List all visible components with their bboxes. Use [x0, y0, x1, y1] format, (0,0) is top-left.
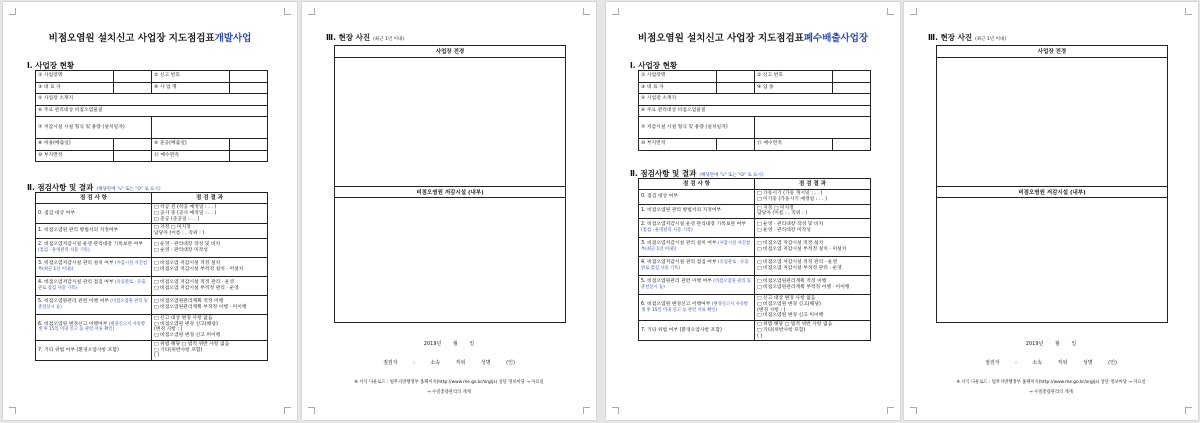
table-row	[36, 314, 268, 340]
check-item-note: (유입관로 · 유출관로 점검 사용 기록)	[641, 260, 749, 271]
table-row	[36, 340, 268, 360]
check-option: □ 지정 □ 미지정	[154, 225, 191, 231]
crop-mark	[887, 407, 894, 414]
date-line: 2019년 월 일	[1025, 341, 1077, 347]
footer-note: ※ 서식 다운로드 : 법무지방행정부 홈페이지(http://www.me.go.kr/org/js) 상단 정보마당 → 자료실	[956, 380, 1146, 385]
check-option: □ 비점오염원관리계획 적정 이행	[757, 279, 827, 285]
check-option: □ 비점오염 저감시설 부적정 관리 · 운영	[757, 266, 842, 271]
check-result-cell	[755, 190, 871, 205]
table-row	[36, 257, 268, 276]
table-row	[639, 204, 871, 219]
crop-mark	[1185, 407, 1192, 414]
check-option: 담당자 (이름 : , 직위 : )	[757, 211, 808, 217]
crop-mark	[284, 8, 291, 15]
form-title: 비점오염원 설치신고 사업장 지도점검표폐수배출사업장	[637, 33, 869, 44]
photo-caption: 비점오염원 저감시설 (내부)	[937, 186, 1167, 198]
footer-note: ※ 서식 다운로드 : 법무지방행정부 홈페이지(http://www.me.go.kr/org/js) 상단 정보마당 → 자료실	[354, 380, 544, 385]
form-title: 비점오염원 설치신고 사업장 지도점검표개발사업	[48, 33, 252, 44]
table-row	[36, 276, 268, 295]
check-item-label: 0. 점검 대상 여부	[641, 193, 678, 199]
check-item-cell	[639, 276, 755, 295]
check-item-cell	[639, 219, 755, 238]
check-result-cell	[755, 204, 871, 219]
check-item-cell	[36, 314, 152, 340]
check-option: □ 비점오염원관리계획 부적정 이행 · 미이행	[757, 285, 850, 290]
check-result-cell	[755, 219, 871, 238]
check-option: □ 비점오염원관리계획 적정 이행	[154, 299, 224, 304]
check-option: □ 기타(위반사항 포함)	[154, 347, 203, 353]
check-item-label: 0. 점검 대상 여부	[38, 210, 75, 216]
table-row	[639, 321, 871, 341]
form-page-1	[3, 2, 297, 420]
check-item-cell	[639, 190, 755, 205]
check-item-label: 6. 비점오염원 변경신고 이행여부	[38, 321, 108, 327]
section-heading: Ⅱ. 점검사항 및 결과 (해당란에 "v" 또는 "O" 로 표시)	[27, 183, 161, 192]
crop-mark	[284, 407, 291, 414]
inspection-table: 점 검 사 항 점 검 결 과 0. 점검 대상 여부 □ 가동시기 (가동 개시일 : . . ) □ 미가동 (가동시기 예정일 : . . ) 1. 비점오염원 관리 방법서의 지정여부 □ 지정 □ 미지정 담당자 (이름 : , 직위 : ) 2. 비점오염저감시설 운영 관리대장 기록보관 여부 (점검 · 운영관리 사용 기록) □ 운영 · 관리대장 작성 및 비치 □ 운영 · 관리대장 미작성 3. 비점오염저감시설 관리 설치 여부 (저감시설 사진첨부(최근 1년 이내)) □ 비점오염 저감시설 적정 설치 □ 비점오염 저감시설 부적정 설치 · 미설치 4. 비점오염저감시설 관리 점검 여부 (유입관로 · 유출관로 점검 사용 기록) □ 비점오염 저감시설 적정 관리 · 운영 □ 비점오염 저감시설 부적정 관리 · 운영 5. 비점오염원관리 관련 이행 여부 (비점오염원 관리 및 준설실시 등) □ 비점오염원관리계획 적정 이행 □ 비점오염원관리계획 부적정 이행 · 미이행 6. 비점오염원 변경신고 이행여부 (변경신고서 사유발생 후 15일 이내 신고 등 관련 서류 확인) □ 신고 대상 변경 사항 없음 □ 비점오염원 변경 신고(해당) (변경 사항 : ) □ 비점오염원 변경 신고 미이행 7. 기타 위법 여부 (환경오염사항 포함) □ 위법 해당 □ 법적 위반 사항 없음 □ 기타(위반사항 포함) ( )	[638, 178, 871, 341]
check-option: □ 비점오염 저감시설 부적정 설치 · 미설치	[757, 247, 847, 252]
check-item-cell	[639, 238, 755, 257]
check-option: □ 위법 해당 □ 법적 위반 사항 없음	[757, 322, 833, 327]
check-option: □ 비점오염원 변경 신고 미이행	[757, 313, 824, 319]
table-row	[36, 295, 268, 314]
check-result-cell	[152, 295, 268, 314]
check-option: □ 운영 · 관리대장 미작성	[757, 228, 811, 233]
check-item-note: (점검 · 운영관리 사용 기록)	[38, 247, 90, 253]
check-item-cell	[639, 295, 755, 321]
table-row	[36, 224, 268, 239]
crop-mark	[308, 407, 315, 414]
table-row	[639, 190, 871, 205]
check-option: (변경 사항 : )	[757, 307, 786, 313]
check-result-cell	[152, 257, 268, 276]
check-item-note: (변경신고서 사유발생 후 15일 이내 신고 등 관련 서류 확인)	[641, 301, 749, 313]
check-item-label: 5. 비점오염원관리 관련 이행 여부	[641, 279, 712, 285]
check-option: □ 비점오염원관리계획 부적정 이행 · 미이행	[154, 304, 247, 310]
check-item-note: (점검 · 운영관리 사용 기록)	[641, 228, 693, 233]
check-result-cell	[755, 276, 871, 295]
check-result-cell	[152, 276, 268, 295]
check-item-cell	[639, 321, 755, 341]
check-result-cell	[152, 204, 268, 224]
check-option: □ 비점오염 저감시설 부적정 관리 · 운영	[154, 285, 239, 291]
crop-mark	[910, 8, 917, 15]
check-result-cell	[152, 314, 268, 340]
table-row	[639, 257, 871, 276]
table-row	[639, 276, 871, 295]
check-item-label: 1. 비점오염원 관리 방법서의 지정여부	[641, 208, 722, 214]
check-option: □ 준공 (준공일 : . . )	[154, 216, 200, 222]
check-option: □ 비점오염 저감시설 적정 설치	[154, 261, 221, 266]
footer-note: → 수질총량관리의 게재	[1029, 390, 1073, 395]
date-line: 2019년 월 일	[423, 341, 475, 347]
crop-mark	[308, 8, 315, 15]
check-result-cell	[755, 257, 871, 276]
check-item-cell	[36, 276, 152, 295]
check-item-cell	[36, 295, 152, 314]
section-heading: Ⅲ. 현장 사진 (최근 1년 이내)	[326, 33, 405, 42]
check-option: □ 비점오염 저감시설 적정 관리 · 운영	[757, 260, 838, 266]
check-item-label: 4. 비점오염저감시설 관리 점검 여부	[641, 260, 717, 266]
check-item-note: (비점오염원 관리 및 준설실시 등)	[641, 279, 751, 290]
check-option: (변경 사항 : )	[154, 327, 183, 333]
check-item-label: 5. 비점오염원관리 관련 이행 여부	[38, 299, 109, 304]
crop-mark	[612, 407, 619, 414]
crop-mark	[583, 407, 590, 414]
crop-mark	[887, 8, 894, 15]
check-option: □ 가동시기 (가동 개시일 : . . )	[757, 191, 823, 196]
crop-mark	[1185, 8, 1192, 15]
site-photo-box	[334, 45, 566, 323]
check-option: □ 비점오염원 변경 신고(해당)	[757, 301, 821, 307]
inspection-table: 점 검 사 항 점 검 결 과 0. 점검 대상 여부 □ 착공 전 (착공 예정일 : . . ) □ 공사 중 (공사 예정일 : . . ) □ 준공 (준공일 : . . ) 1. 비점오염원 관리 방법서의 지정여부 □ 지정 □ 미지정 담당자 (이름 : , 직위 : ) 2. 비점오염저감시설 운영 관리대장 기록보관 여부 (점검 · 운영관리 사용 기록) □ 운영 · 관리대장 작성 및 비치 □ 운영 · 관리대장 미작성 3. 비점오염저감시설 관리 설치 여부 (저감시설 사진첨부(최근 1년 이내)) □ 비점오염 저감시설 적정 설치 □ 비점오염 저감시설 부적정 설치 · 미설치 4. 비점오염저감시설 관리 점검 여부 (유입관로 · 유출관로 점검 사용 기록) □ 비점오염 저감시설 적정 관리 · 운영 □ 비점오염 저감시설 부적정 관리 · 운영 5. 비점오염원관리 관련 이행 여부 (비점오염원 관리 및 준설실시 등) □ 비점오염원관리계획 적정 이행 □ 비점오염원관리계획 부적정 이행 · 미이행 6. 비점오염원 변경신고 이행여부 (변경신고서 사유발생 후 15일 이내 신고 등 관련 서류 확인) □ 신고 대상 변경 사항 없음 □ 비점오염원 변경 신고(해당) (변경 사항 : ) □ 비점오염원 변경 신고 미이행 7. 기타 위법 여부 (환경오염사항 포함) □ 위법 해당 □ 법적 위반 사항 없음 □ 기타(위반사항 포함) ( )	[35, 192, 268, 361]
check-item-cell	[639, 204, 755, 219]
check-item-note: (저감시설 사진첨부(최근 1년 이내))	[641, 241, 751, 252]
check-option: □ 신고 대상 변경 사항 없음	[757, 296, 816, 301]
section-heading: Ⅲ. 현장 사진 (최근 1년 이내)	[928, 33, 1007, 42]
table-row	[36, 204, 268, 224]
check-option: □ 운영 · 관리대장 작성 및 비치	[757, 222, 824, 228]
crop-mark	[9, 8, 16, 15]
business-info-table: ① 사업장명 ② 신고 번호 ③ 대 표 자 ④ 사 업 명 ⑤ 사업장 소재지 ⑥ 주요 관리대상 비점오염물질 ⑦ 저감시설 시설 형식 및 용량 (설치일자) ⑧ 허용(배출일) ⑨ 준공(배출일) ⑩ 부지면적 ⑪ 배수면적	[35, 70, 268, 162]
crop-mark	[583, 8, 590, 15]
check-item-label: 4. 비점오염저감시설 관리 점검 여부	[38, 280, 114, 285]
table-row	[639, 238, 871, 257]
table-row	[639, 295, 871, 321]
check-option: □ 비점오염 저감시설 부적정 설치 · 미설치	[154, 266, 244, 272]
check-option: □ 비점오염원 변경 신고(해당)	[154, 321, 218, 327]
check-option: □ 비점오염 저감시설 적정 설치	[757, 241, 824, 247]
check-item-cell	[36, 224, 152, 239]
check-item-label: 6. 비점오염원 변경신고 이행여부	[641, 301, 711, 307]
check-option: □ 기타(위반사항 포함)	[757, 327, 806, 333]
check-item-label: 7. 기타 위법 여부 (환경오염사항 포함)	[641, 327, 722, 333]
form-page-2	[302, 2, 596, 420]
check-item-label: 1. 비점오염원 관리 방법서의 지정여부	[38, 228, 119, 234]
check-option: □ 운영 · 관리대장 미작성	[154, 247, 208, 253]
crop-mark	[910, 407, 917, 414]
photo-caption: 사업장 전경	[335, 46, 565, 58]
site-photo-box	[936, 45, 1168, 323]
check-option: □ 미가동 (가동시기 예정일 : . . )	[757, 196, 827, 202]
check-option: ( )	[757, 333, 763, 339]
check-item-label: 2. 비점오염저감시설 운영 관리대장 기록보관 여부	[38, 242, 143, 247]
check-result-cell	[152, 238, 268, 257]
check-item-note: (유입관로 · 유출관로 점검 사용 기록)	[38, 280, 146, 291]
check-item-note: (변경신고서 사유발생 후 15일 이내 신고 등 관련 서류 확인)	[38, 321, 146, 333]
check-result-cell	[755, 238, 871, 257]
photo-caption: 사업장 전경	[937, 46, 1167, 58]
check-item-note: (저감시설 사진첨부(최근 1년 이내))	[38, 261, 148, 272]
check-option: □ 비점오염 저감시설 적정 관리 · 운영	[154, 280, 235, 285]
check-result-cell	[755, 321, 871, 341]
check-result-cell	[152, 340, 268, 360]
section-heading: Ⅰ. 사업장 현황	[27, 61, 75, 70]
photo-caption: 비점오염원 저감시설 (내부)	[335, 186, 565, 198]
business-info-table: ① 사업장명 ② 신고 번호 ③ 대 표 자 ④ 업 종 ⑤ 사업장 소재지 ⑥ 주요 관리대상 비점오염물질 ⑦ 저감시설 시설 형식 및 용량 (설치일자) ⑩ 부지면적 ⑪ 배수면적	[638, 70, 871, 151]
check-item-label: 3. 비점오염저감시설 관리 설치 여부	[38, 261, 114, 266]
footer-note: → 수질총량관리의 게재	[427, 390, 471, 395]
check-item-label: 3. 비점오염저감시설 관리 설치 여부	[641, 241, 717, 247]
check-item-cell	[36, 340, 152, 360]
check-item-cell	[36, 238, 152, 257]
check-option: □ 운영 · 관리대장 작성 및 비치	[154, 242, 221, 247]
table-row	[36, 238, 268, 257]
check-option: □ 공사 중 (공사 예정일 : . . )	[154, 210, 217, 216]
check-option: 담당자 (이름 : , 직위 : )	[154, 231, 205, 236]
check-option: ( )	[154, 353, 160, 359]
check-item-label: 2. 비점오염저감시설 운영 관리대장 기록보관 여부	[641, 222, 746, 228]
check-option: □ 착공 전 (착공 예정일 : . . )	[154, 205, 217, 210]
check-option: □ 지정 □ 미지정	[757, 205, 794, 211]
crop-mark	[9, 407, 16, 414]
table-row	[639, 219, 871, 238]
check-option: □ 신고 대상 변경 사항 없음	[154, 315, 213, 321]
check-item-cell	[639, 257, 755, 276]
check-result-cell	[152, 224, 268, 239]
check-item-cell	[36, 204, 152, 224]
section-heading: Ⅱ. 점검사항 및 결과 (해당란에 "v" 또는 "O" 로 표시)	[630, 169, 764, 178]
check-option: □ 위법 해당 □ 법적 위반 사항 없음	[154, 341, 230, 347]
check-item-note: (비점오염원 관리 및 준설실시 등)	[38, 299, 148, 310]
crop-mark	[612, 8, 619, 15]
form-page-4	[904, 2, 1198, 420]
signature-line: 점검자 : 소속 직위 성명 (인)	[383, 360, 515, 366]
section-heading: Ⅰ. 사업장 현황	[630, 61, 678, 70]
check-item-cell	[36, 257, 152, 276]
check-option: □ 비점오염원 변경 신고 미이행	[154, 333, 221, 338]
form-page-3	[606, 2, 900, 420]
signature-line: 점검자 : 소속 직위 성명 (인)	[985, 360, 1117, 366]
check-item-label: 7. 기타 위법 여부 (환경오염사항 포함)	[38, 347, 119, 353]
check-result-cell	[755, 295, 871, 321]
